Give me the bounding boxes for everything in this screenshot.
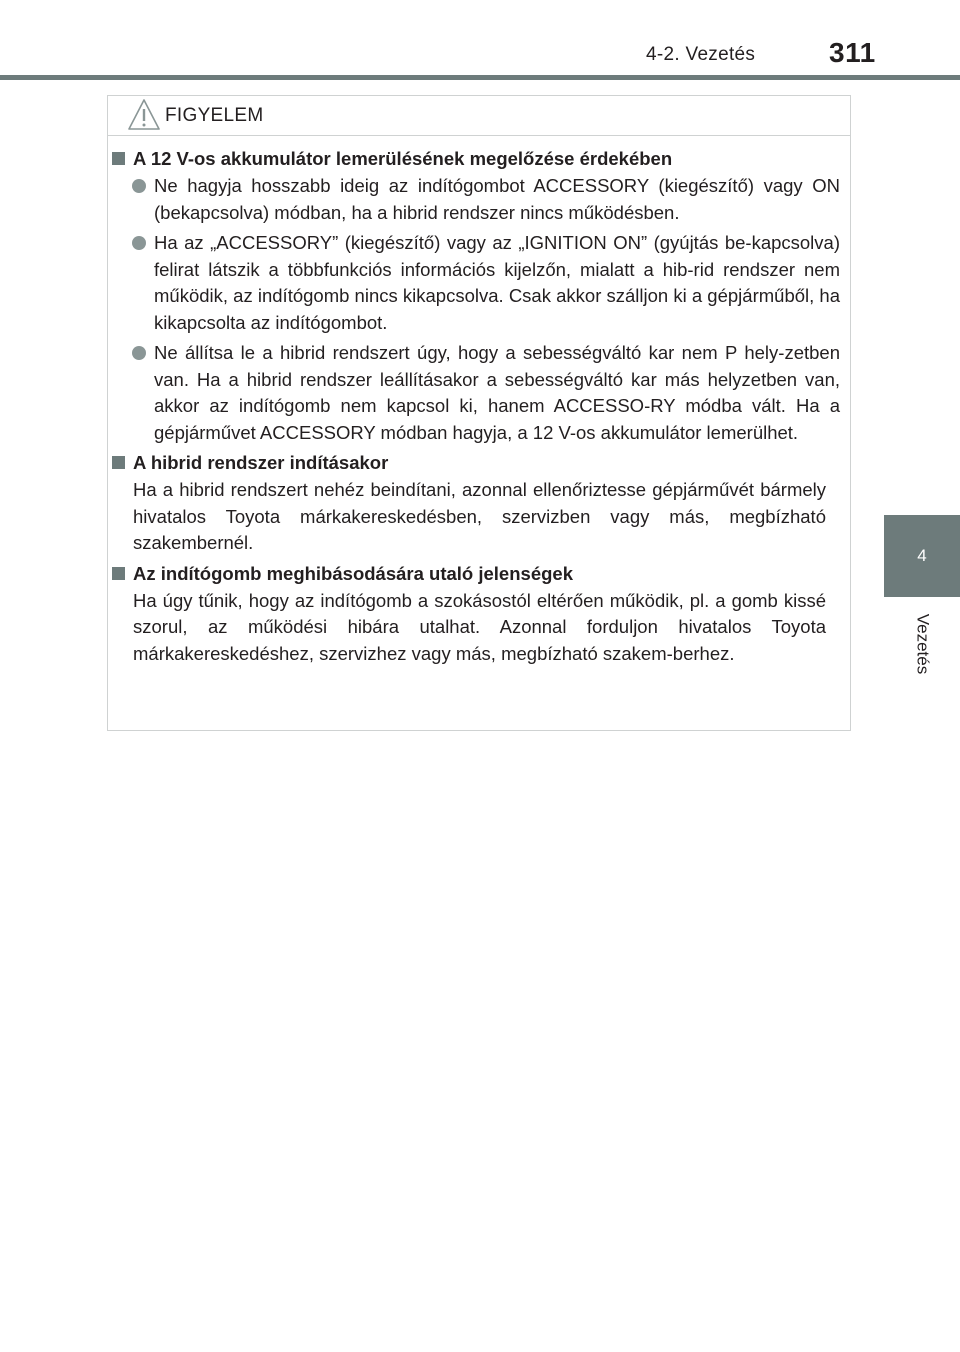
warning-title: FIGYELEM	[165, 105, 264, 126]
square-bullet-icon	[112, 456, 125, 469]
heading-text: A 12 V-os akkumulátor lemerülésének megelőzése érdekében	[133, 148, 673, 169]
chapter-label: Vezetés	[913, 613, 932, 675]
circle-bullet-icon	[132, 346, 146, 360]
page-number: 311	[829, 37, 876, 68]
warning-box	[107, 95, 851, 731]
warning-body	[108, 146, 850, 671]
square-bullet-icon	[112, 152, 125, 165]
warning-triangle-icon	[127, 98, 161, 132]
square-bullet-icon	[112, 567, 125, 580]
header-divider	[0, 75, 960, 80]
chapter-number: 4	[917, 546, 927, 565]
heading-text: Az indítógomb meghibásodására utaló jelenségek	[133, 562, 573, 584]
list-item	[108, 173, 850, 226]
chapter-label-container	[880, 598, 960, 690]
circle-bullet-icon	[132, 179, 146, 193]
warning-header	[108, 96, 850, 136]
list-item-text: Ne hagyja hosszabb ideig az indítógombot ACCESSORY (kiegészítő) vagy ON (bekapcsolva) módban, ha a hibrid rendszer nincs működésben.	[154, 175, 840, 223]
section-title: 4-2. Vezetés	[646, 44, 756, 65]
section-heading	[108, 561, 850, 587]
section-paragraph: Ha úgy tűnik, hogy az indítógomb a szokásostól eltérően működik, pl. a gomb kissé szorul, az működési hibára utalhat. Azonnal forduljon hivatalos Toyota márkakereskedéshez, szervizhez vagy más, megbízható szakem-berhez.	[133, 589, 826, 664]
section-heading	[108, 450, 850, 476]
section-heading	[108, 146, 850, 172]
heading-text: A hibrid rendszer indításakor	[133, 452, 389, 473]
list-item	[108, 340, 850, 446]
chapter-tab	[884, 515, 960, 597]
list-item-text: Ha az „ACCESSORY” (kiegészítő) vagy az „IGNITION ON” (gyújtás be-kapcsolva) felirat látszik a többfunkciós információs kijelzőn, mialatt a hib-rid rendszer nem működik, az indítógomb nincs kikapcsolva. Csak akkor szálljon ki a gépjárműből, ha kikapcsolta az indítógombot.	[154, 232, 840, 333]
circle-bullet-icon	[132, 236, 146, 250]
list-item	[108, 230, 850, 336]
section-paragraph: Ha a hibrid rendszert nehéz beindítani, azonnal ellenőriztesse gépjárművét bármely hivatalos Toyota márkakereskedésben, szervizben vagy más, megbízható szakembernél.	[133, 479, 826, 553]
list-item-text: Ne állítsa le a hibrid rendszert úgy, hogy a sebességváltó kar nem P hely-zetben van. Ha a hibrid rendszer leállításakor a sebességváltó kar más helyzetben van, akkor az indítógomb nem kapcsol ki, hanem ACCESSO-RY módba vált. Ha a gépjárművet ACCESSORY módban hagyja, a 12 V-os akkumulátor lemerülhet.	[154, 342, 840, 443]
